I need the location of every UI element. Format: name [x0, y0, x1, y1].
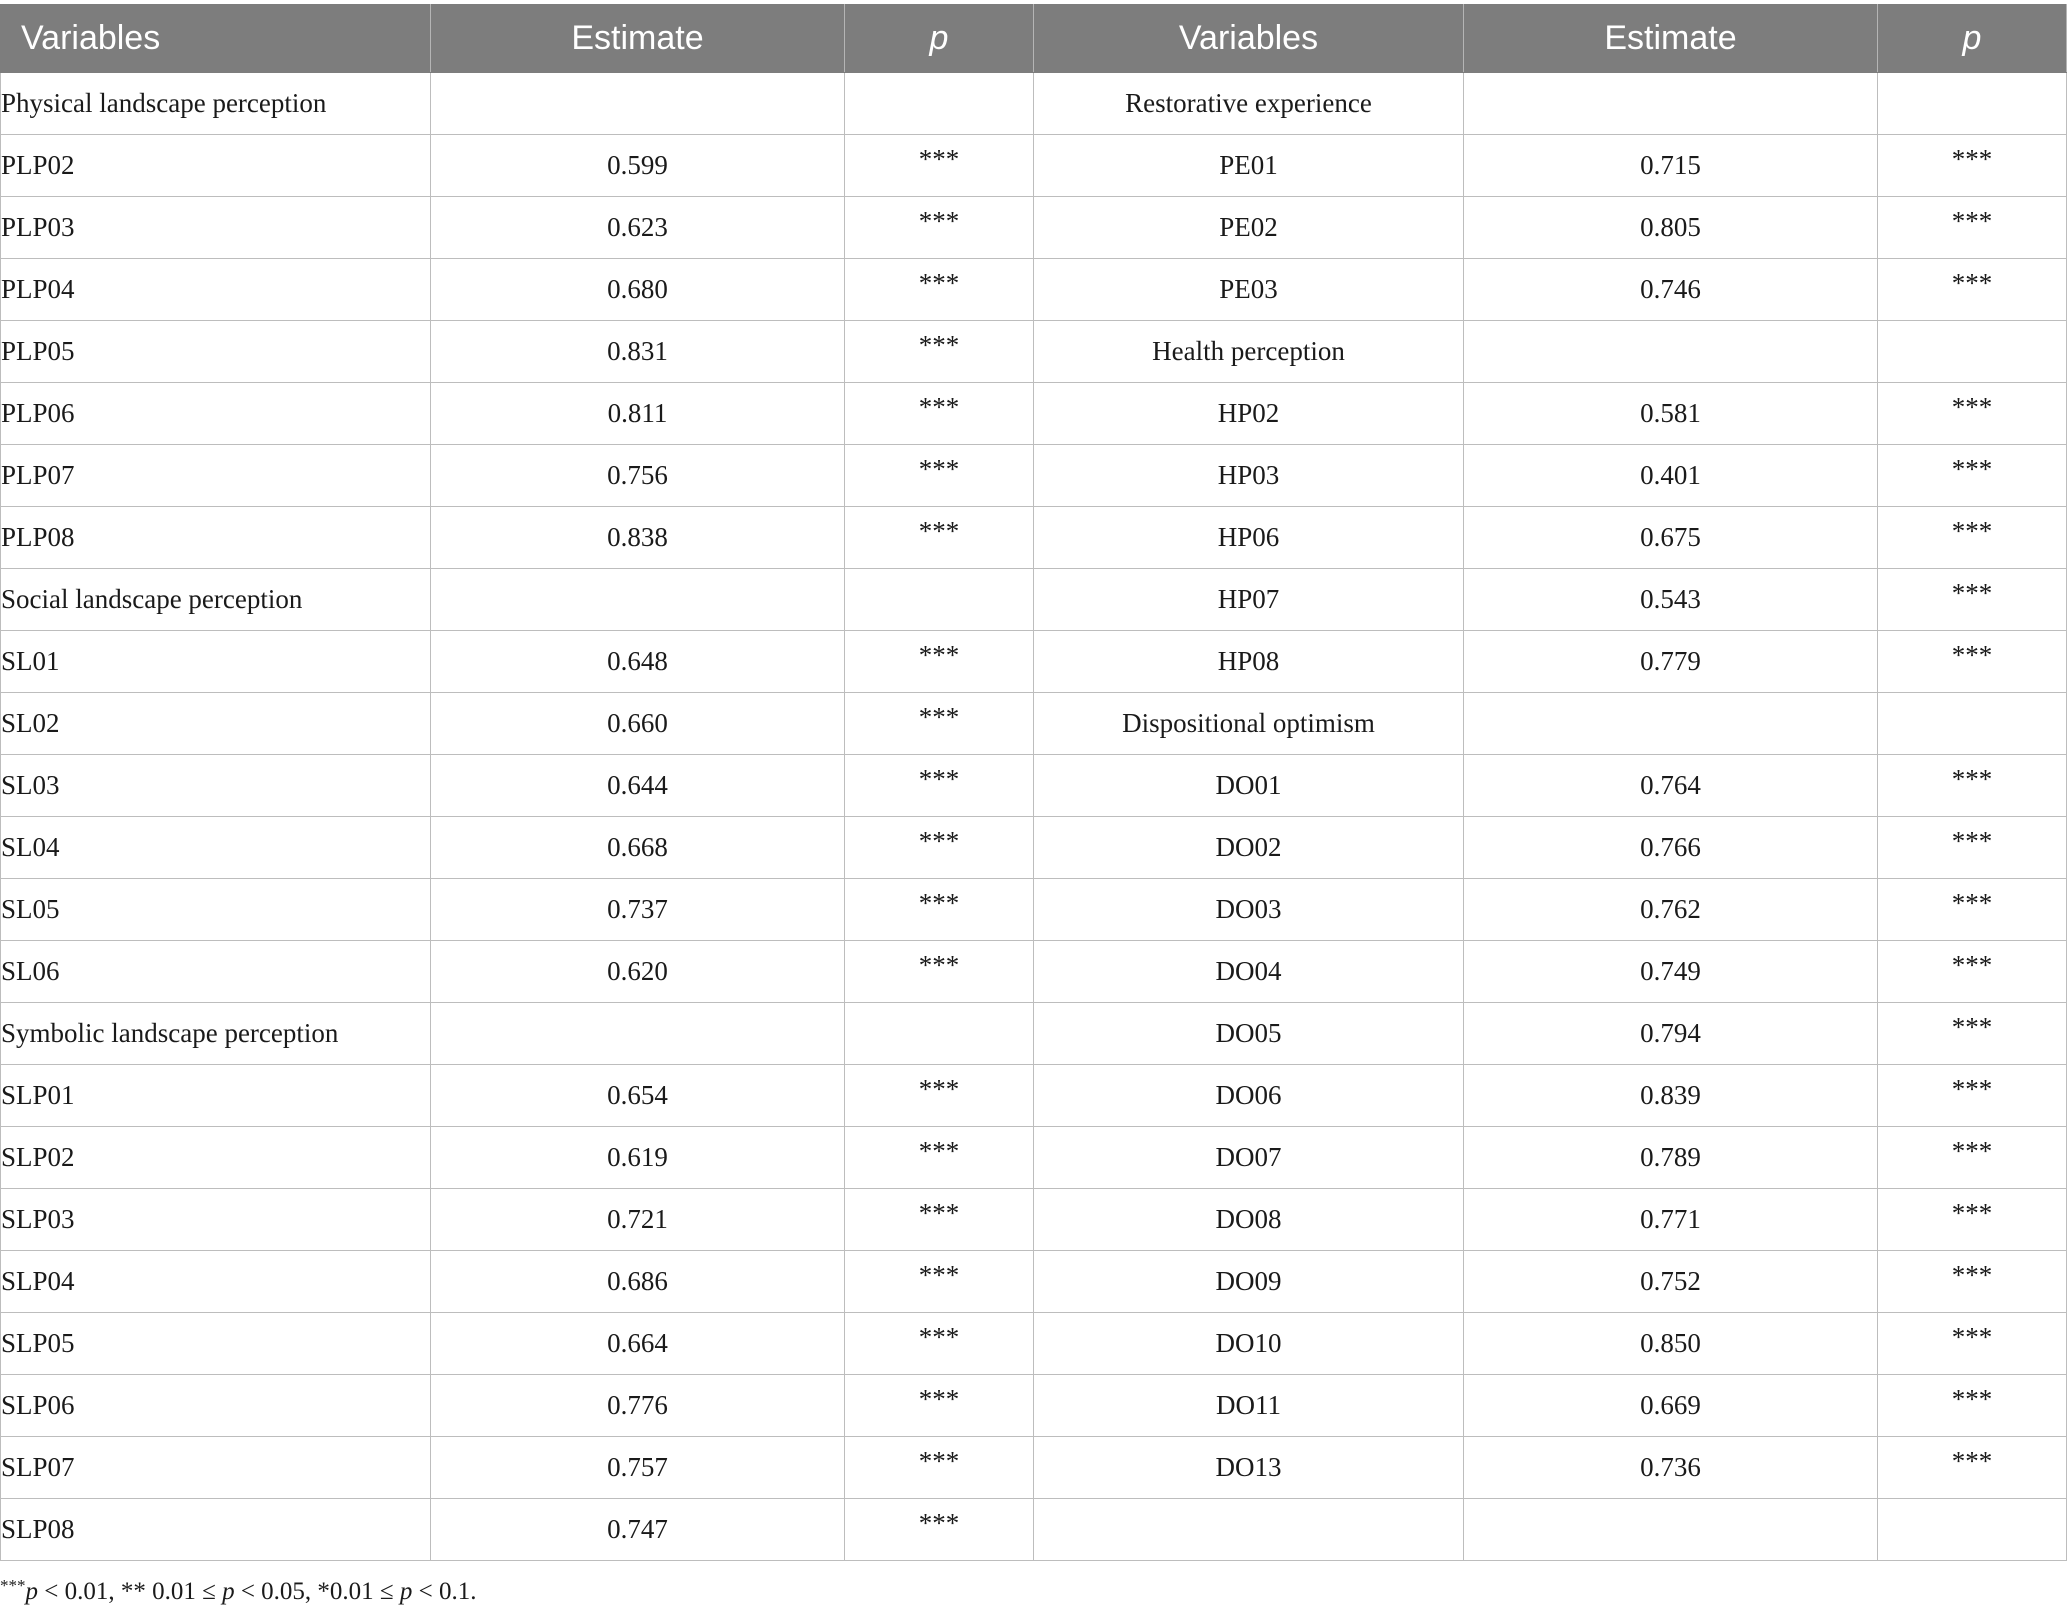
cell-p-left	[845, 259, 1034, 321]
cell-variable-left: SLP05	[1, 1313, 431, 1375]
footnote-stars: ***	[0, 1576, 26, 1595]
table-row	[1, 135, 2067, 197]
cell-variable-right: DO13	[1034, 1437, 1464, 1499]
table-row	[1, 1313, 2067, 1375]
significance-stars: ***	[1951, 1012, 1993, 1042]
cell-estimate-left: 0.599	[431, 135, 845, 197]
cell-p-right	[1878, 321, 2067, 383]
significance-stars: ***	[1951, 1198, 1993, 1228]
table-row	[1, 1251, 2067, 1313]
cell-p-right	[1878, 1499, 2067, 1561]
table-row	[1, 755, 2067, 817]
cell-variable-left: SL03	[1, 755, 431, 817]
cell-variable-right: PE02	[1034, 197, 1464, 259]
cell-p-right	[1878, 1065, 2067, 1127]
cell-variable-right: DO06	[1034, 1065, 1464, 1127]
cell-variable-right: HP06	[1034, 507, 1464, 569]
cell-estimate-right: 0.789	[1464, 1127, 1878, 1189]
cell-p-right	[1878, 693, 2067, 755]
header-row	[1, 4, 2067, 73]
cell-variable-right: HP08	[1034, 631, 1464, 693]
table-row	[1, 1437, 2067, 1499]
cell-p-right	[1878, 1189, 2067, 1251]
significance-stars: ***	[1951, 1136, 1993, 1166]
cell-p-left	[845, 1499, 1034, 1561]
cell-variable-left: Physical landscape perception	[1, 73, 431, 135]
significance-stars: ***	[1951, 392, 1993, 422]
table-row	[1, 631, 2067, 693]
header-estimate-left: Estimate	[431, 4, 845, 73]
cell-estimate-left: 0.654	[431, 1065, 845, 1127]
cell-p-left	[845, 941, 1034, 1003]
significance-stars: ***	[1951, 1260, 1993, 1290]
cell-p-right	[1878, 817, 2067, 879]
cell-variable-left: SL04	[1, 817, 431, 879]
cell-variable-left: SL06	[1, 941, 431, 1003]
cell-p-right	[1878, 1127, 2067, 1189]
cell-estimate-left	[431, 569, 845, 631]
cell-variable-right: DO01	[1034, 755, 1464, 817]
cell-p-right	[1878, 631, 2067, 693]
cell-estimate-left: 0.756	[431, 445, 845, 507]
cell-variable-right: HP03	[1034, 445, 1464, 507]
table-row	[1, 1499, 2067, 1561]
cell-p-left	[845, 693, 1034, 755]
cell-p-left	[845, 1375, 1034, 1437]
cell-estimate-left: 0.721	[431, 1189, 845, 1251]
cell-p-left	[845, 1437, 1034, 1499]
cell-p-right	[1878, 1003, 2067, 1065]
cell-estimate-right	[1464, 73, 1878, 135]
cell-estimate-left	[431, 1003, 845, 1065]
cell-estimate-right: 0.401	[1464, 445, 1878, 507]
cell-variable-right: DO03	[1034, 879, 1464, 941]
cell-estimate-left: 0.680	[431, 259, 845, 321]
table-row	[1, 383, 2067, 445]
cell-estimate-right: 0.752	[1464, 1251, 1878, 1313]
cell-estimate-right: 0.581	[1464, 383, 1878, 445]
cell-estimate-right: 0.746	[1464, 259, 1878, 321]
cell-estimate-right: 0.736	[1464, 1437, 1878, 1499]
significance-stars: ***	[918, 144, 960, 174]
cell-estimate-left: 0.838	[431, 507, 845, 569]
cell-variable-left: SLP08	[1, 1499, 431, 1561]
cell-variable-right: Health perception	[1034, 321, 1464, 383]
cell-variable-left: SLP03	[1, 1189, 431, 1251]
cell-p-left	[845, 1313, 1034, 1375]
table-row	[1, 1003, 2067, 1065]
cell-estimate-left: 0.811	[431, 383, 845, 445]
cell-p-left	[845, 631, 1034, 693]
significance-stars: ***	[918, 1136, 960, 1166]
significance-footnote	[0, 1578, 477, 1606]
significance-stars: ***	[918, 764, 960, 794]
significance-stars: ***	[1951, 888, 1993, 918]
cell-variable-left: SL02	[1, 693, 431, 755]
table-body	[1, 73, 2067, 1561]
cell-p-right	[1878, 1251, 2067, 1313]
cell-p-left	[845, 879, 1034, 941]
cell-p-left	[845, 73, 1034, 135]
significance-stars: ***	[1951, 1446, 1993, 1476]
cell-variable-right: HP02	[1034, 383, 1464, 445]
cell-estimate-left: 0.648	[431, 631, 845, 693]
table-row	[1, 693, 2067, 755]
significance-stars: ***	[1951, 206, 1993, 236]
cell-variable-left: PLP02	[1, 135, 431, 197]
cell-estimate-right: 0.771	[1464, 1189, 1878, 1251]
significance-stars: ***	[918, 392, 960, 422]
significance-stars: ***	[918, 516, 960, 546]
cell-p-right	[1878, 259, 2067, 321]
cell-p-left	[845, 135, 1034, 197]
table-row	[1, 1375, 2067, 1437]
cell-variable-left: SLP07	[1, 1437, 431, 1499]
cell-p-left	[845, 1189, 1034, 1251]
cell-estimate-left: 0.620	[431, 941, 845, 1003]
cell-estimate-right	[1464, 693, 1878, 755]
cell-estimate-right: 0.543	[1464, 569, 1878, 631]
cell-variable-left: SL01	[1, 631, 431, 693]
cell-estimate-right: 0.794	[1464, 1003, 1878, 1065]
table-row	[1, 507, 2067, 569]
cell-variable-left: PLP04	[1, 259, 431, 321]
significance-stars: ***	[918, 1508, 960, 1538]
significance-stars: ***	[918, 702, 960, 732]
cell-estimate-left: 0.664	[431, 1313, 845, 1375]
table-row	[1, 941, 2067, 1003]
cell-variable-right: DO08	[1034, 1189, 1464, 1251]
significance-stars: ***	[918, 454, 960, 484]
cell-estimate-right	[1464, 1499, 1878, 1561]
header-variables-left: Variables	[1, 4, 431, 73]
cell-p-right	[1878, 445, 2067, 507]
cell-estimate-left: 0.757	[431, 1437, 845, 1499]
cell-p-left	[845, 1065, 1034, 1127]
cell-estimate-right: 0.839	[1464, 1065, 1878, 1127]
cell-variable-left: PLP07	[1, 445, 431, 507]
cell-estimate-right: 0.850	[1464, 1313, 1878, 1375]
cell-estimate-left	[431, 73, 845, 135]
cell-p-left	[845, 755, 1034, 817]
table-row	[1, 197, 2067, 259]
cell-variable-right: DO05	[1034, 1003, 1464, 1065]
cell-p-right	[1878, 1375, 2067, 1437]
table-row	[1, 817, 2067, 879]
significance-stars: ***	[1951, 268, 1993, 298]
cell-variable-left: SLP02	[1, 1127, 431, 1189]
table-row	[1, 1127, 2067, 1189]
significance-stars: ***	[918, 1074, 960, 1104]
cell-estimate-left: 0.623	[431, 197, 845, 259]
cell-p-right	[1878, 73, 2067, 135]
cell-variable-right: DO07	[1034, 1127, 1464, 1189]
significance-stars: ***	[1951, 1074, 1993, 1104]
cell-p-left	[845, 569, 1034, 631]
cell-estimate-right: 0.779	[1464, 631, 1878, 693]
cell-p-right	[1878, 507, 2067, 569]
cell-estimate-right: 0.764	[1464, 755, 1878, 817]
estimates-table	[0, 4, 2067, 1561]
table-row	[1, 569, 2067, 631]
significance-stars: ***	[1951, 578, 1993, 608]
significance-stars: ***	[918, 1260, 960, 1290]
significance-stars: ***	[1951, 1384, 1993, 1414]
cell-p-right	[1878, 879, 2067, 941]
table-row	[1, 321, 2067, 383]
cell-estimate-right: 0.715	[1464, 135, 1878, 197]
cell-estimate-right: 0.766	[1464, 817, 1878, 879]
cell-p-left	[845, 507, 1034, 569]
table-row	[1, 259, 2067, 321]
cell-p-right	[1878, 569, 2067, 631]
footnote-p1: p	[25, 1578, 38, 1605]
significance-stars: ***	[1951, 826, 1993, 856]
cell-p-left	[845, 1003, 1034, 1065]
cell-variable-right: DO04	[1034, 941, 1464, 1003]
significance-stars: ***	[918, 206, 960, 236]
table-row	[1, 73, 2067, 135]
significance-stars: ***	[918, 950, 960, 980]
cell-p-left	[845, 817, 1034, 879]
cell-variable-left: PLP06	[1, 383, 431, 445]
header-variables-right: Variables	[1034, 4, 1464, 73]
table-row	[1, 445, 2067, 507]
footnote-text-3: < 0.1.	[412, 1578, 477, 1605]
cell-p-right	[1878, 383, 2067, 445]
cell-estimate-right: 0.675	[1464, 507, 1878, 569]
table-row	[1, 1065, 2067, 1127]
cell-variable-right: PE01	[1034, 135, 1464, 197]
significance-stars: ***	[1951, 1322, 1993, 1352]
cell-variable-right: DO11	[1034, 1375, 1464, 1437]
cell-estimate-right	[1464, 321, 1878, 383]
cell-p-left	[845, 1127, 1034, 1189]
cell-variable-left: SL05	[1, 879, 431, 941]
significance-stars: ***	[918, 1446, 960, 1476]
cell-p-left	[845, 1251, 1034, 1313]
significance-stars: ***	[918, 826, 960, 856]
cell-estimate-left: 0.668	[431, 817, 845, 879]
footnote-p3: p	[399, 1578, 413, 1605]
cell-estimate-left: 0.644	[431, 755, 845, 817]
cell-p-right	[1878, 1313, 2067, 1375]
significance-stars: ***	[1951, 144, 1993, 174]
cell-estimate-right: 0.805	[1464, 197, 1878, 259]
cell-variable-right: DO10	[1034, 1313, 1464, 1375]
header-estimate-right: Estimate	[1464, 4, 1878, 73]
significance-stars: ***	[918, 1384, 960, 1414]
cell-estimate-left: 0.660	[431, 693, 845, 755]
significance-stars: ***	[1951, 516, 1993, 546]
header-p-left: p	[845, 4, 1034, 73]
table-row	[1, 879, 2067, 941]
significance-stars: ***	[918, 330, 960, 360]
cell-variable-right: DO02	[1034, 817, 1464, 879]
table-row	[1, 1189, 2067, 1251]
cell-variable-left: PLP03	[1, 197, 431, 259]
cell-p-right	[1878, 755, 2067, 817]
cell-estimate-right: 0.762	[1464, 879, 1878, 941]
significance-stars: ***	[918, 888, 960, 918]
footnote-p2: p	[222, 1578, 235, 1605]
cell-variable-left: SLP01	[1, 1065, 431, 1127]
significance-stars: ***	[918, 640, 960, 670]
footnote-text-1: < 0.01, ** 0.01 ≤	[38, 1578, 223, 1605]
cell-estimate-left: 0.776	[431, 1375, 845, 1437]
significance-stars: ***	[1951, 454, 1993, 484]
cell-estimate-right: 0.669	[1464, 1375, 1878, 1437]
cell-p-left	[845, 321, 1034, 383]
cell-p-right	[1878, 197, 2067, 259]
cell-variable-left: Social landscape perception	[1, 569, 431, 631]
cell-variable-right: DO09	[1034, 1251, 1464, 1313]
cell-variable-left: SLP04	[1, 1251, 431, 1313]
cell-variable-right: Dispositional optimism	[1034, 693, 1464, 755]
significance-stars: ***	[918, 1322, 960, 1352]
cell-estimate-left: 0.619	[431, 1127, 845, 1189]
significance-stars: ***	[1951, 764, 1993, 794]
cell-p-right	[1878, 941, 2067, 1003]
cell-p-left	[845, 197, 1034, 259]
cell-p-left	[845, 383, 1034, 445]
significance-stars: ***	[918, 1198, 960, 1228]
cell-variable-right	[1034, 1499, 1464, 1561]
cell-estimate-right: 0.749	[1464, 941, 1878, 1003]
cell-estimate-left: 0.747	[431, 1499, 845, 1561]
cell-p-right	[1878, 135, 2067, 197]
cell-variable-right: PE03	[1034, 259, 1464, 321]
cell-variable-left: PLP08	[1, 507, 431, 569]
cell-variable-left: Symbolic landscape perception	[1, 1003, 431, 1065]
significance-stars: ***	[1951, 950, 1993, 980]
cell-variable-left: PLP05	[1, 321, 431, 383]
cell-p-right	[1878, 1437, 2067, 1499]
significance-stars: ***	[918, 268, 960, 298]
cell-estimate-left: 0.686	[431, 1251, 845, 1313]
cell-variable-right: Restorative experience	[1034, 73, 1464, 135]
header-p-right: p	[1878, 4, 2067, 73]
cell-p-left	[845, 445, 1034, 507]
significance-stars: ***	[1951, 640, 1993, 670]
cell-variable-right: HP07	[1034, 569, 1464, 631]
cell-estimate-left: 0.737	[431, 879, 845, 941]
footnote-text-2: < 0.05, *0.01 ≤	[234, 1578, 400, 1605]
cell-estimate-left: 0.831	[431, 321, 845, 383]
cell-variable-left: SLP06	[1, 1375, 431, 1437]
